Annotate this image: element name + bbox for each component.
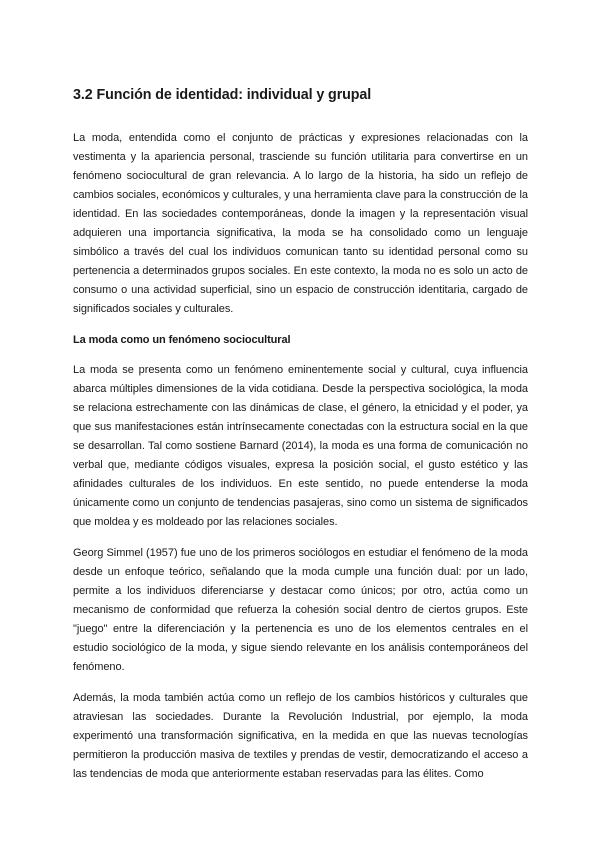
subheading-sociocultural: La moda como un fenómeno sociocultural: [73, 334, 291, 346]
page-content: [73, 86, 528, 796]
paragraph-sociocultural: La moda se presenta como un fenómeno eminentemente social y cultural, cuya influencia abarca múltiples dimensiones de la vida cotidiana. Desde la perspectiva sociológica, la moda se relaciona estrechamente con las dinámicas de clase, el género, la etnicidad y el poder, ya que sus manifestaciones están intrínsecamente conectadas con la estructura social en la que se desarrollan. Tal como sostiene Barnard (2014), la moda es una forma de comunicación no verbal que, mediante códigos visuales, expresa la posición social, el gusto estético y las afinidades culturales de los individuos. En este sentido, no puede entenderse la moda únicamente como un conjunto de tendencias pasajeras, sino como un sistema de significados que moldea y es moldeado por las relaciones sociales.: [73, 364, 528, 528]
intro-paragraph: La moda, entendida como el conjunto de prácticas y expresiones relacionadas con la vestimenta y la apariencia personal, trasciende su función utilitaria para convertirse en un fenómeno sociocultural de gran relevancia. A lo largo de la historia, ha sido un reflejo de cambios sociales, económicos y culturales, y una herramienta clave para la construcción de la identidad. En las sociedades contemporáneas, donde la imagen y la representación visual adquieren una importancia significativa, la moda se ha consolidado como un lenguaje simbólico a través del cual los individuos comunican tanto su identidad personal como su pertenencia a determinados grupos sociales. En este contexto, la moda no es solo un acto de consumo o una actividad superficial, sino un espacio de construcción identitaria, cargado de significados sociales y culturales.: [73, 132, 528, 315]
paragraph-revolution: Además, la moda también actúa como un reflejo de los cambios históricos y culturales que atraviesan las sociedades. Durante la Revolución Industrial, por ejemplo, la moda experimentó una transformación significativa, en la medida en que las nuevas tecnologías permitieron la producción masiva de textiles y prendas de vestir, democratizando el acceso a las tendencias de moda que anteriormente estaban reservadas para las élites. Como: [73, 692, 528, 780]
section-title: 3.2 Función de identidad: individual y grupal: [73, 87, 372, 103]
paragraph-simmel: Georg Simmel (1957) fue uno de los primeros sociólogos en estudiar el fenómeno de la moda desde un enfoque teórico, señalando que la moda cumple una función dual: por un lado, permite a los individuos diferenciarse y destacar como únicos; por otro, actúa como un mecanismo de conformidad que refuerza la cohesión social dentro de ciertos grupos. Este "juego" entre la diferenciación y la pertenencia es uno de los elementos centrales en el estudio sociológico de la moda, y sigue siendo relevante en los análisis contemporáneos del fenómeno.: [73, 547, 528, 673]
